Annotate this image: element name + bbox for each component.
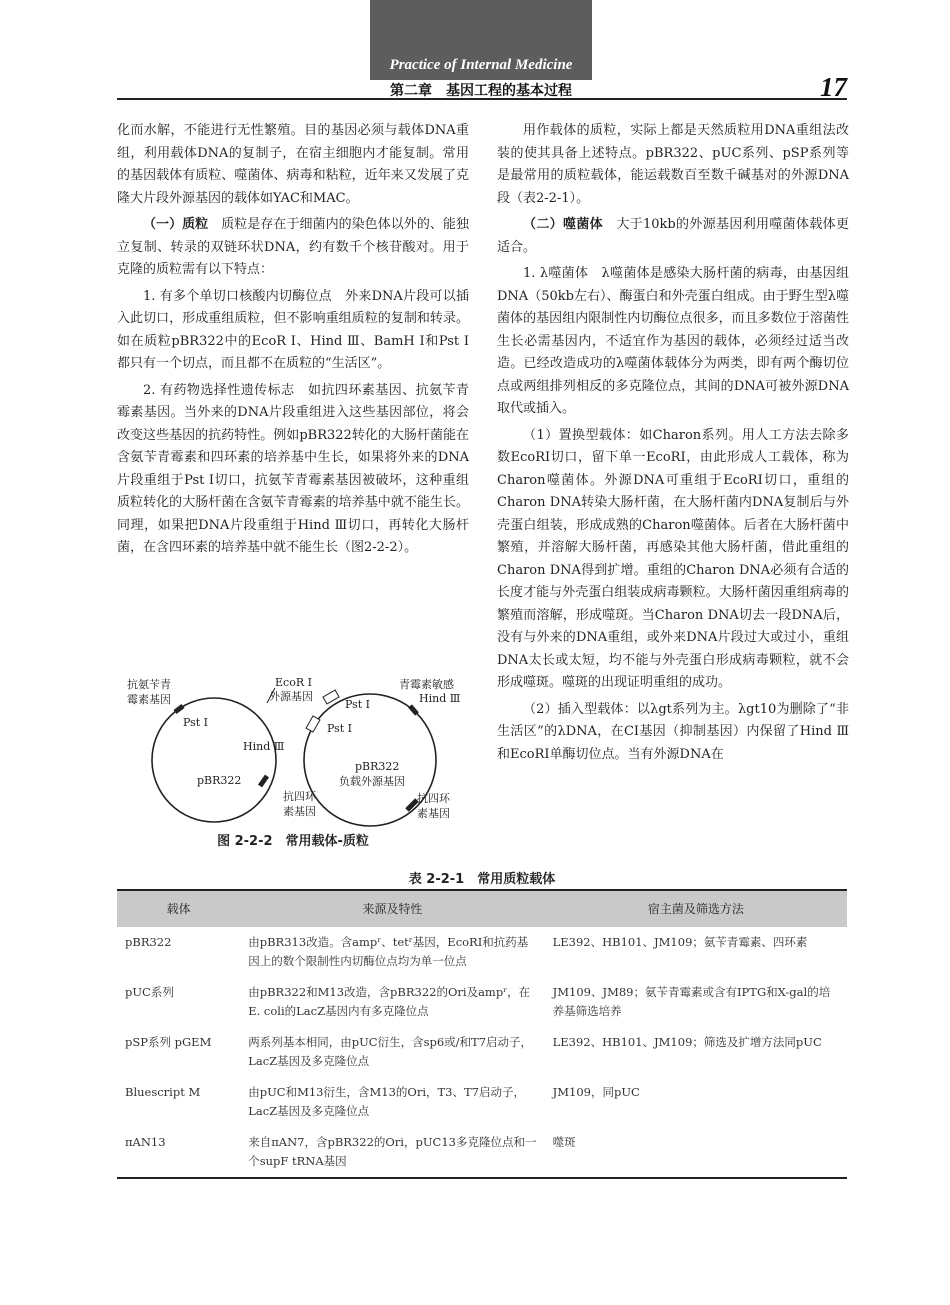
table-cell-host: JM109，同pUC [552,1085,640,1099]
table-caption: 表 2-2-1 常用质粒载体 [408,872,556,887]
right-paragraph-4: （1）置换型载体：如Charon系列。用人工方法去除多数EcoRI切口，留下单一EcoRI，由此形成人工载体，称为Charon噬菌体。外源DNA可重组于EcoRI切口，重组的Charon DNA转染大肠杆菌，在大肠杆菌内DNA复制后与外壳蛋白组装，形成成熟的Charon噬菌体。后者在大肠杆菌中繁殖，并溶解大肠杆菌，再感染其他大肠杆菌，借此重组的Charon DNA得到扩增。重组的Charon DNA必须有合适的长度才能与外壳蛋白组装成病毒颗粒。大肠杆菌因重组病毒的繁殖而溶解，形成噬斑。当Charon DNA切去一段DNA后，没有与外来的DNA重组，或外来DNA片段过大或过小，重组DNA太长或太短，均不能与外壳蛋白形成病毒颗粒，就不会形成噬斑。噬斑的出现证明重组的成功。 [497,427,849,690]
plasmid-vector-table [117,889,847,1179]
label-pst-right-1: Pst Ⅰ [345,698,371,711]
table-row [117,1077,847,1127]
page-number: 17 [820,72,847,102]
table-cell-vector: pBR322 [125,935,172,949]
table-header-row [117,890,847,927]
left-paragraph-4: 2. 有药物选择性遗传标志 如抗四环素基因、抗氨苄青霉素基因。当外来的DNA片段重组进入这些基因部位，将会改变这些基因的抗药特性。例如pBR322转化的大肠杆菌能在含氨苄青霉素和四环素的培养基中生长，如果将外来的DNA片段重组于Pst Ⅰ切口，抗氨苄青霉素基因被破坏，这种重组质粒转化的大肠杆菌在含氨苄青霉素的培养基中就不能生长。同理，如果把DNA片段重组于Hind Ⅲ切口，再转化大肠杆菌，在含四环素的培养基中就不能生长（图2-2-2）。 [117,382,469,555]
plasmid-circle-left [152,698,276,822]
figure-caption: 图 2-2-2 常用载体-质粒 [217,834,369,849]
label-pbr322-right: pBR322 [355,760,400,773]
label-sensitive: 青霉素敏感 [399,678,454,691]
table-cell-host: LE392、HB101、JM109；筛选及扩增方法同pUC [552,1035,822,1049]
section-heading-phage: （二）噬菌体 [523,217,603,232]
table-cell-source: 来自πAN7，含pBR322的Ori，pUC13多克隆位点和一个supF tRNA基因 [240,1127,544,1178]
table-cell-host: LE392、HB101、JM109；氨苄青霉素、四环素 [552,935,808,949]
label-pst-right-2: Pst Ⅰ [327,722,353,735]
table-header-vector: 载体 [117,890,240,927]
label-tet-left-1: 抗四环 [283,790,316,803]
label-hind-left: Hind Ⅲ [243,740,285,753]
label-ecori-1: EcoR Ⅰ [275,676,312,689]
table-row [117,977,847,1027]
table-cell-vector: Bluescript M [125,1085,201,1099]
label-tet-left-2: 素基因 [283,805,316,818]
left-paragraph-3: 1. 有多个单切口核酸内切酶位点 外来DNA片段可以插入此切口，形成重组质粒，但不影响重组质粒的复制和转录。如在质粒pBR322中的EcoR Ⅰ、Hind Ⅲ、BamH Ⅰ和Pst Ⅰ都只有一个切点，而且都不在质粒的“生活区”。 [117,288,469,371]
label-hind-right: Hind Ⅲ [419,692,461,705]
label-loaded-gene: 负载外源基因 [339,775,405,788]
left-paragraph-2 [117,214,469,282]
right-paragraph-1: 用作载体的质粒，实际上都是天然质粒用DNA重组法改装的使其具备上述特点。pBR322、pUC系列、pSP系列等是最常用的质粒载体，能运载数百至数千碱基对的外源DNA段（表2-2-1）。 [497,123,849,206]
table-cell-source: 由pBR322和M13改造，含pBR322的Ori及ampʳ，在E. coli的LacZ基因内有多克隆位点 [248,985,531,1018]
table-cell-source: 由pUC和M13衍生，含M13的Ori，T3、T7启动子，LacZ基因及多克隆位点 [248,1085,525,1118]
right-column [497,120,849,770]
table-header-host: 宿主菌及筛选方法 [545,890,847,927]
table-cell-vector: pSP系列 pGEM [125,1035,212,1049]
table-cell-vector: πAN13 [117,1127,240,1178]
section-heading-plasmid: （一）质粒 [143,217,209,232]
label-ecori-2: 外源基因 [269,690,313,703]
label-tet-right-1: 抗四环 [417,792,450,805]
hind-mark-right [410,706,417,714]
right-paragraph-2 [497,214,849,259]
table-row [117,927,847,977]
journal-title: Practice of Internal Medicine [389,57,573,73]
table-cell-vector: pUC系列 [125,985,174,999]
label-amp-1: 抗氨苄青 [127,678,171,691]
journal-banner [370,0,592,80]
label-pbr322-left: pBR322 [197,774,242,787]
amp-gene-mark-left [175,706,183,712]
header-rule [117,98,847,100]
insert-block-top [323,690,339,704]
right-paragraph-3: 1. λ噬菌体 λ噬菌体是感染大肠杆菌的病毒，由基因组DNA（50kb左右）、酶蛋白和外壳蛋白组成。由于野生型λ噬菌体的基因组内限制性内切酶位点很多，而且多数位于溶菌性生长必需基因内，不适宜作为基因的载体，必须经过适当改造。已经改造成功的λ噬菌体载体分为两类，即有两个酶切位点或两组排列相反的多克隆位点，其间的DNA可被外源DNA取代或插入。 [497,266,849,416]
left-paragraph-1: 化而水解，不能进行无性繁殖。目的基因必须与载体DNA重组，利用载体DNA的复制子，在宿主细胞内才能复制。常用的基因载体有质粒、噬菌体、病毒和粘粒，近年来又发展了克隆大片段外源基因的载体如YAC和MAC。 [117,123,469,206]
left-column [117,120,469,564]
chapter-title: 第二章 基因工程的基本过程 [390,83,572,99]
tet-gene-mark-left [260,776,267,786]
table-row [117,1127,847,1178]
table-header-source: 来源及特性 [240,890,544,927]
right-paragraph-2-text: 大于10kb的外源基因利用噬菌体载体更适合。 [497,217,849,255]
table-row [117,1027,847,1077]
table-cell-host: 噬斑 [545,1127,847,1178]
left-paragraph-2-text: 质粒是存在于细菌内的染色体以外的、能独立复制、转录的双链环状DNA，约有数千个核苷酸对。用于克隆的质粒需有以下特点： [117,217,469,277]
table-cell-source: 两系列基本相同，由pUC衍生，含sp6或/和T7启动子，LacZ基因及多克隆位点 [248,1035,533,1068]
label-pst-left: Pst Ⅰ [183,716,209,729]
insert-block-left [306,716,320,732]
table-cell-host: JM109、JM89；氨苄青霉素或含有IPTG和X-gal的培养基筛选培养 [552,985,831,1018]
label-amp-2: 霉素基因 [127,693,171,706]
table-cell-source: 由pBR313改造。含ampʳ、tetʳ基因，EcoRI和抗药基因上的数个限制性内切酶位点均为单一位点 [248,935,529,968]
right-paragraph-5: （2）插入型载体：以λgt系列为主。λgt10为删除了“非生活区”的λDNA，在CI基因（抑制基因）内保留了Hind Ⅲ和EcoRI单酶切位点。当有外源DNA在 [497,701,849,762]
label-tet-right-2: 素基因 [417,807,450,820]
